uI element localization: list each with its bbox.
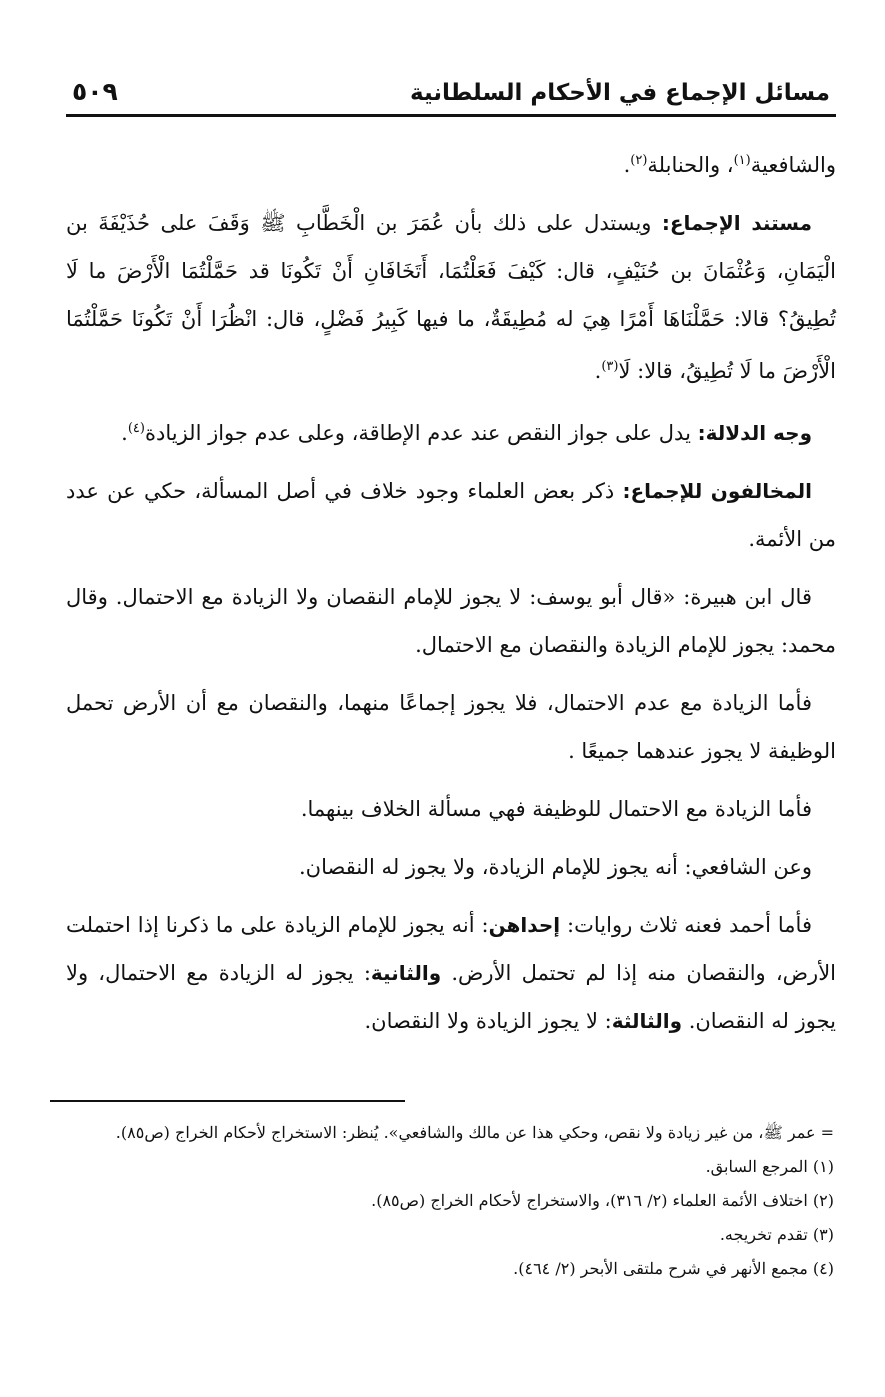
- paragraph-shafii: وعن الشافعي: أنه يجوز للإمام الزيادة، ولا يجوز له النقصان.: [298, 855, 812, 879]
- paragraph-dissenters: المخالفون للإجماع: ذكر بعض العلماء وجود خلاف في أصل المسألة، حكي عن عدد من الأئمة.: [66, 479, 836, 551]
- paragraph-increase: فأما الزيادة مع عدم الاحتمال، فلا يجوز إجماعًا منهما، والنقصان مع أن الأرض تحمل الوظيفة لا يجوز عندهما جميعًا .: [66, 691, 836, 763]
- footnote-ref-4: (٤): [127, 421, 145, 436]
- page-number: ٥٠٩: [72, 77, 118, 106]
- footnote-2: (٢) اختلاف الأئمة العلماء (٢/ ٣١٦)، والاستخراج لأحكام الخراج (ص٨٥).: [371, 1191, 834, 1210]
- heading-ijma-basis: مستند الإجماع:: [661, 211, 812, 235]
- page: [66, 66, 836, 1055]
- footnote-4: (٤) مجمع الأنهر في شرح ملتقى الأبحر (٢/ ٤٦٤).: [513, 1259, 834, 1278]
- paragraph-dispute: فأما الزيادة مع الاحتمال للوظيفة فهي مسألة الخلاف بينهما.: [300, 797, 812, 821]
- heading-evidence: وجه الدلالة:: [697, 421, 812, 445]
- paragraph-ahmad: فأما أحمد فعنه ثلاث روايات: إحداهن: أنه يجوز للإمام الزيادة على ما ذكرنا إذا احتملت الأرض، والنقصان منه إذا لم تحتمل الأرض. والثانية: يجوز له الزيادة مع الاحتمال، ولا يجوز له النقصان. والثالثة: لا يجوز الزيادة ولا النقصان.: [66, 913, 837, 1033]
- paragraph-ibn-hubayra: قال ابن هبيرة: «قال أبو يوسف: لا يجوز للإمام النقصان ولا الزيادة مع الاحتمال. وقال محمد: يجوز للإمام الزيادة والنقصان مع الاحتمال.: [66, 585, 836, 657]
- footnote-continued: = عمر ﷺ، من غير زيادة ولا نقص، وحكي هذا عن مالك والشافعي». يُنظر: الاستخراج لأحكام الخراج (ص٨٥).: [115, 1123, 834, 1142]
- footnote-ref-3: (٣): [601, 359, 619, 374]
- paragraph-1: والشافعية$^{(١)}$، والحنابلة$^{(٢)}$.: [623, 153, 836, 177]
- main-text: [66, 137, 836, 1045]
- paragraph-ijma-basis: مستند الإجماع: ويستدل على ذلك بأن عُمَرَ بن الْخَطَّابِ ﷺ وَقَفَ على حُذَيْفَةَ بن الْيَمَانِ، وَعُثْمَانَ بن حُنَيْفٍ، قال: كَيْفَ فَعَلْتُمَا، أَتَخَافَانِ أَنْ تَكُونَا قد حَمَّلْتُمَا الْأَرْضَ ما لَا تُطِيقُ؟ قالا: حَمَّلْنَاهَا أَمْرًا هِيَ له مُطِيقَةٌ، ما فيها كَبِيرُ فَضْلٍ، قال: انْظُرَا أَنْ تَكُونَا حَمَّلْتُمَا الْأَرْضَ ما لَا تُطِيقُ، قالا: لَا$^{(٣)}$.: [66, 211, 836, 383]
- running-title: مسائل الإجماع في الأحكام السلطانية: [410, 80, 830, 106]
- footnote-ref-1: (١): [733, 153, 751, 168]
- footnote-separator: [50, 1100, 405, 1102]
- footnote-ref-2: (٢): [630, 153, 648, 168]
- footnote-1: (١) المرجع السابق.: [705, 1157, 834, 1176]
- running-header: [66, 66, 836, 106]
- footnotes: [52, 1116, 834, 1286]
- header-rule: [66, 114, 836, 117]
- footnote-3: (٣) تقدم تخريجه.: [719, 1225, 834, 1244]
- paragraph-evidence: وجه الدلالة: يدل على جواز النقص عند عدم الإطاقة، وعلى عدم جواز الزيادة$^{(٤)}$.: [121, 421, 812, 445]
- heading-dissenters: المخالفون للإجماع:: [622, 479, 812, 503]
